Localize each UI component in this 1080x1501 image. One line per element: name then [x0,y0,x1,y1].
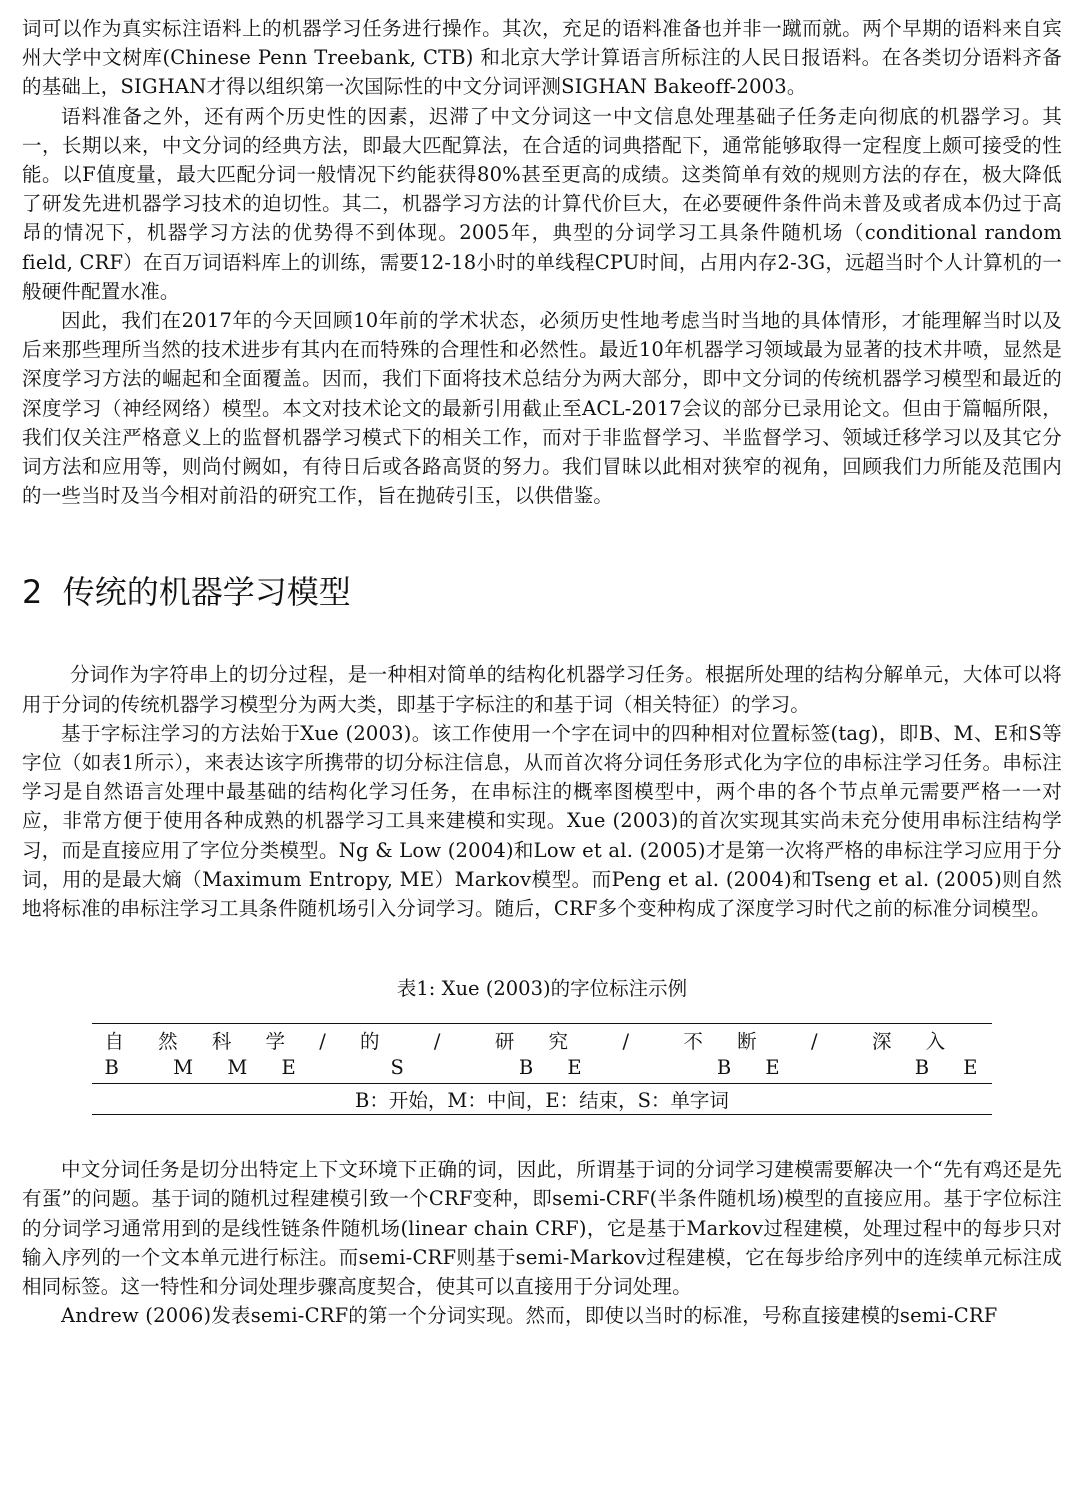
paragraph-history: 语料准备之外，还有两个历史性的因素，迟滞了中文分词这一中文信息处理基础子任务走向彻底的机器学习。其一，长期以来，中文分词的经典方法，即最大匹配算法，在合适的词典搭配下，通常能够取得一定程度上颇可接受的性能。以F值度量，最大匹配分词一般情况下约能获得80%甚至更高的成绩。这类简单有效的规则方法的存在，极大降低了研发先进机器学习技术的迫切性。其二，机器学习方法的计算代价巨大，在必要硬件条件尚未普及或者成本仍过于高昂的情况下，机器学习方法的优势得不到体现。2005年，典型的分词学习工具条件随机场（conditional random field, CRF）在百万词语料库上的训练，需要12-18小时的单线程CPU时间，占用内存2-3G，远超当时个人计算机的一般硬件配置水准。 [22,104,1062,303]
section-title: 传统的机器学习模型 [62,573,351,612]
paragraph-intro: 分词作为字符串上的切分过程，是一种相对简单的结构化机器学习任务。根据所处理的结构分解单元，大体可以将用于分词的传统机器学习模型分为两大类，即基于字标注的和基于词（相关特征）的学习。 [22,663,1062,716]
paragraph-andrew: Andrew (2006)发表semi-CRF的第一个分词实现。然而，即使以当时的标准，号称直接建模的semi-CRF [61,1304,998,1328]
table-chars-row: 自 然 科 学 / 的 / 研 究 / 不 断 / 深 入 [92,1024,991,1055]
paragraph-char-tagging: 基于字标注学习的方法始于Xue (2003)。该工作使用一个字在词中的四种相对位置标签(tag)，即B、M、E和S等字位（如表1所示），来表达该字所携带的切分标注信息，从而首次将分词任务形式化为字位的串标注学习任务。串标注学习是自然语言处理中最基础的结构化学习任务，在串标注的概率图模型中，两个串的各个节点单元需要严格一一对应，非常方便于使用各种成熟的机器学习工具来建模和实现。Xue (2003)的首次实现其实尚未充分使用串标注结构学习，而是直接应用了字位分类模型。Ng & Low (2004)和Low et al. (2005)才是第一次将严格的串标注学习应用于分词，用的是最大熵（Maximum Entropy, ME）Markov模型。而Peng et al. (2004)和Tseng et al. (2005)则自然地将标准的串标注学习工具条件随机场引入分词学习。随后，CRF多个变种构成了深度学习时代之前的标准分词模型。 [22,721,1062,921]
section-number: 2 [22,573,43,612]
table-legend: B：开始，M：中间，E：结束，S：单字词 [92,1084,991,1115]
table-caption: 表1: Xue (2003)的字位标注示例 [396,977,688,1001]
paragraph-word-based: 中文分词任务是切分出特定上下文环境下正确的词，因此，所谓基于词的分词学习建模需要解决一个“先有鸡还是先有蛋”的问题。基于词的随机过程建模引致一个CRF变种，即semi-CRF(半条件随机场)模型的直接应用。基于字位标注的分词学习通常用到的是线性链条件随机场(linear chain CRF)，它是基于Markov过程建模，处理过程中的每步只对输入序列的一个文本单元进行标注。而semi-CRF则基于semi-Markov过程建模，它在每步给序列中的连续单元标注成相同标签。这一特性和分词处理步骤高度契合，使其可以直接用于分词处理。 [22,1158,1062,1299]
paper-page [22,14,1062,1331]
paragraph-scope: 因此，我们在2017年的今天回顾10年前的学术状态，必须历史性地考虑当时当地的具体情形，才能理解当时以及后来那些理所当然的技术进步有其内在而特殊的合理性和必然性。最近10年机器学习领域最为显著的技术井喷，显然是深度学习方法的崛起和全面覆盖。因而，我们下面将技术总结分为两大部分，即中文分词的传统机器学习模型和最近的深度学习（神经网络）模型。本文对技术论文的最新引用截止至ACL-2017会议的部分已录用论文。但由于篇幅所限，我们仅关注严格意义上的监督机器学习模式下的相关工作，而对于非监督学习、半监督学习、领域迁移学习以及其它分词方法和应用等，则尚付阙如，有待日后或各路高贤的努力。我们冒昧以此相对狭窄的视角，回顾我们力所能及范围内的一些当时及当今相对前沿的研究工作，旨在抛砖引玉，以供借鉴。 [22,309,1062,508]
section-heading [22,572,1062,612]
paragraph-corpus: 词可以作为真实标注语料上的机器学习任务进行操作。其次，充足的语料准备也并非一蹴而就。两个早期的语料来自宾州大学中文树库(Chinese Penn Treebank, CTB) 和北京大学计算语言所标注的人民日报语料。在各类切分语料齐备的基础上，SIGHAN才得以组织第一次国际性的中文分词评测SIGHAN Bakeoff-2003。 [22,17,1062,99]
table-tags-row: B M M E S B E B E B E [104,1056,992,1080]
tag-example-table [92,1023,991,1115]
